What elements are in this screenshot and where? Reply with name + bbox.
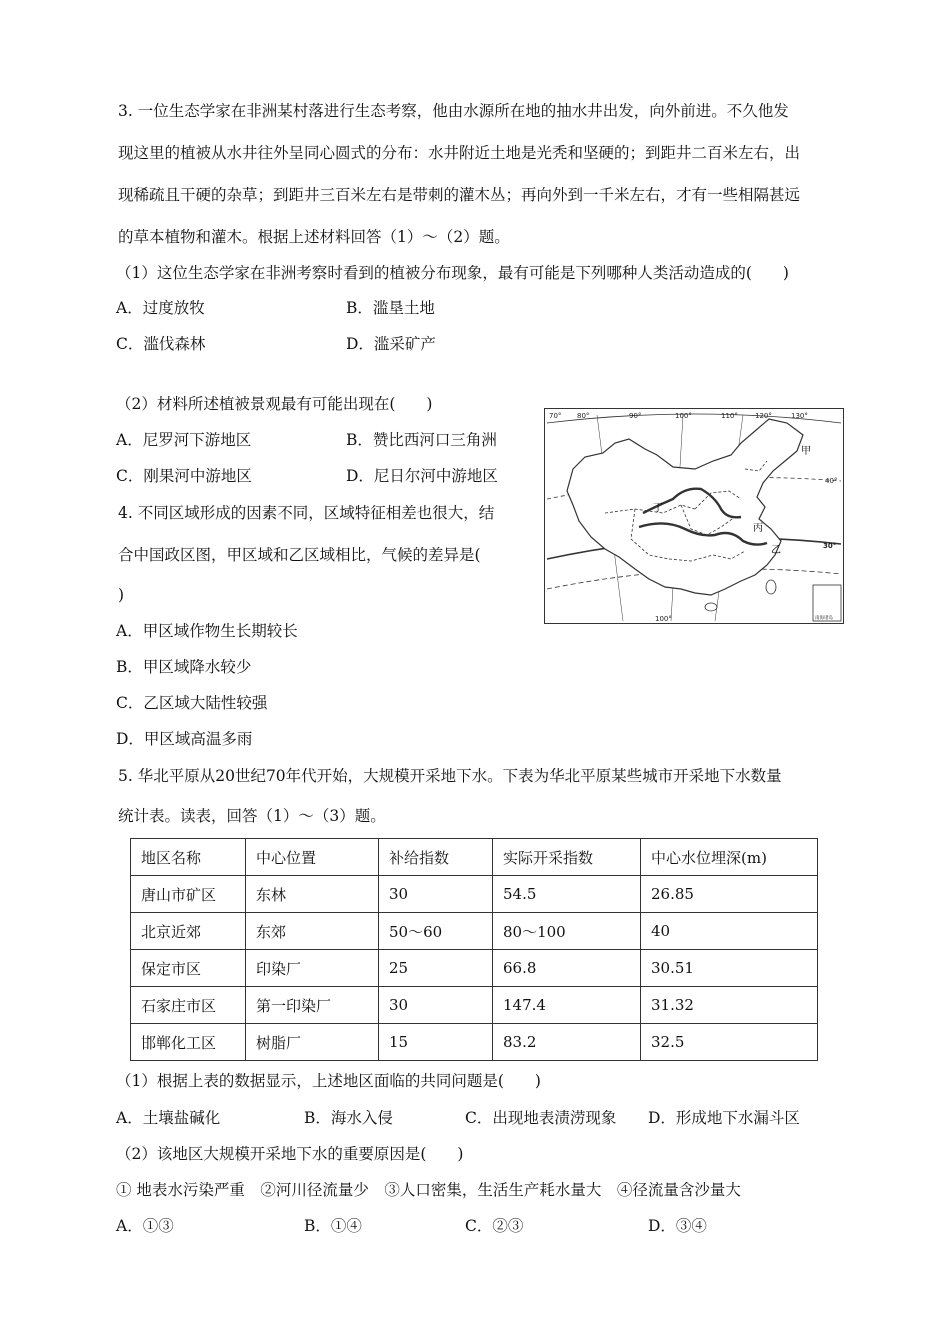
- table-cell: 东郊: [246, 913, 379, 950]
- label-lon-bottom: 100°: [655, 615, 672, 623]
- q5-sub1-option-c: C．出现地表渍涝现象: [465, 1109, 617, 1127]
- q3-line-2: 现这里的植被从水井往外呈同心圆式的分布：水井附近土地是光秃和坚硬的；到距井二百米左右，出: [118, 144, 801, 162]
- table-cell: 印染厂: [246, 950, 379, 987]
- q3-sub1-option-d: D．滥采矿产: [346, 335, 436, 353]
- table-cell: 北京近郊: [131, 913, 246, 950]
- q3-sub1-stem: （1）这位生态学家在非洲考察时看到的植被分布现象，最有可能是下列哪种人类活动造成的( ): [116, 264, 789, 282]
- table-cell: 40: [641, 913, 818, 950]
- label-lat-40: 40°: [825, 477, 838, 485]
- q5-sub2-option-d: D．③④: [648, 1217, 707, 1235]
- q4-line-2: 合中国政区图，甲区域和乙区域相比，气候的差异是(: [118, 546, 481, 564]
- table-cell: 66.8: [493, 950, 641, 987]
- table-cell: 30: [379, 987, 493, 1024]
- table-cell: 83.2: [493, 1024, 641, 1061]
- table-header-cell: 中心位置: [246, 839, 379, 876]
- table-cell: 树脂厂: [246, 1024, 379, 1061]
- table-cell: 31.32: [641, 987, 818, 1024]
- label-lon-120: 120°: [755, 412, 772, 420]
- q5-sub2-choices: ① 地表水污染严重 ②河川径流量少 ③人口密集，生活生产耗水量大 ④径流量含沙量大: [116, 1181, 741, 1199]
- label-lat-30: 30°: [823, 542, 837, 550]
- label-lon-100: 100°: [675, 412, 692, 420]
- label-lon-90: 90°: [629, 412, 642, 420]
- table-cell: 147.4: [493, 987, 641, 1024]
- label-region-bing: 丙: [753, 523, 763, 534]
- table-cell: 保定市区: [131, 950, 246, 987]
- table-header-cell: 中心水位埋深(m): [641, 839, 818, 876]
- table-cell: 东林: [246, 876, 379, 913]
- q4-line-3: ): [118, 586, 125, 604]
- q3-sub1-option-a: A．过度放牧: [116, 299, 205, 317]
- q3-line-3: 现稀疏且干硬的杂草；到距井三百米左右是带刺的灌木丛；再向外到一千米左右，才有一些相隔甚远: [118, 186, 801, 204]
- table-cell: 邯郸化工区: [131, 1024, 246, 1061]
- q5-line-1: 5. 华北平原从20世纪70年代开始，大规模开采地下水。下表为华北平原某些城市开采地下水数量: [118, 767, 782, 785]
- label-lon-80: 80°: [577, 412, 590, 420]
- q4-line-1: 4. 不同区域形成的因素不同，区域特征相差也很大，结: [118, 504, 495, 522]
- table-row: [131, 876, 818, 913]
- q4-option-b: B．甲区域降水较少: [116, 658, 252, 676]
- q3-sub2-option-a: A．尼罗河下游地区: [116, 431, 252, 449]
- q3-line-1: 3. 一位生态学家在非洲某村落进行生态考察，他由水源所在地的抽水井出发，向外前进。不久他发: [118, 102, 789, 120]
- q5-sub1-option-b: B．海水入侵: [304, 1109, 393, 1127]
- table-row: [131, 1024, 818, 1061]
- table-row: [131, 913, 818, 950]
- table-header-cell: 实际开采指数: [493, 839, 641, 876]
- label-region-yi: 乙: [771, 545, 781, 556]
- table-cell: 30: [379, 876, 493, 913]
- q5-sub2-option-c: C．②③: [465, 1217, 524, 1235]
- q3-line-4: 的草本植物和灌木。根据上述材料回答（1）～（2）题。: [118, 228, 510, 246]
- table-header-cell: 地区名称: [131, 839, 246, 876]
- table-cell: 第一印染厂: [246, 987, 379, 1024]
- q5-sub1-option-a: A．土壤盐碱化: [116, 1109, 221, 1127]
- q5-sub2-option-b: B．①④: [304, 1217, 362, 1235]
- table-cell: 80～100: [493, 913, 641, 950]
- table-row: [131, 950, 818, 987]
- table-cell: 25: [379, 950, 493, 987]
- q3-sub2-option-d: D．尼日尔河中游地区: [346, 467, 498, 485]
- q3-sub2-option-c: C．刚果河中游地区: [116, 467, 252, 485]
- table-cell: 32.5: [641, 1024, 818, 1061]
- table-cell: 26.85: [641, 876, 818, 913]
- label-region-ding: 丁: [653, 503, 663, 514]
- table-cell: 唐山市矿区: [131, 876, 246, 913]
- q4-option-d: D．甲区域高温多雨: [116, 730, 253, 748]
- q3-sub2-stem: （2）材料所述植被景观最有可能出现在( ): [116, 395, 433, 413]
- q3-sub1-option-c: C．滥伐森林: [116, 335, 206, 353]
- table-cell: 30.51: [641, 950, 818, 987]
- q5-line-2: 统计表。读表，回答（1）～（3）题。: [118, 807, 386, 825]
- q3-sub1-option-b: B．滥垦土地: [346, 299, 435, 317]
- label-lon-130: 130°: [791, 412, 808, 420]
- label-inset: 南海诸岛: [815, 616, 833, 621]
- q4-option-a: A．甲区域作物生长期较长: [116, 622, 298, 640]
- q4-option-c: C．乙区域大陆性较强: [116, 694, 268, 712]
- table-row: [131, 987, 818, 1024]
- table-cell: 石家庄市区: [131, 987, 246, 1024]
- table-cell: 15: [379, 1024, 493, 1061]
- q5-sub1-option-d: D．形成地下水漏斗区: [648, 1109, 800, 1127]
- label-lon-70: 70°: [549, 412, 562, 420]
- china-map-svg: [545, 409, 843, 623]
- table-cell: 54.5: [493, 876, 641, 913]
- q5-sub1-stem: （1）根据上表的数据显示，上述地区面临的共同问题是( ): [116, 1072, 541, 1090]
- label-lon-110: 110°: [721, 412, 738, 420]
- table-cell: 50～60: [379, 913, 493, 950]
- island-hainan: [705, 603, 717, 611]
- label-region-jia: 甲: [801, 446, 811, 457]
- q5-sub2-stem: （2）该地区大规模开采地下水的重要原因是( ): [116, 1145, 464, 1163]
- table-header-row: [131, 839, 818, 876]
- china-outline: [567, 419, 803, 595]
- groundwater-table: [130, 838, 818, 1061]
- q5-sub2-option-a: A．①③: [116, 1217, 174, 1235]
- table-header-cell: 补给指数: [379, 839, 493, 876]
- q3-sub2-option-b: B．赞比西河口三角洲: [346, 431, 497, 449]
- island-taiwan: [766, 580, 776, 594]
- china-map-figure: [544, 408, 844, 624]
